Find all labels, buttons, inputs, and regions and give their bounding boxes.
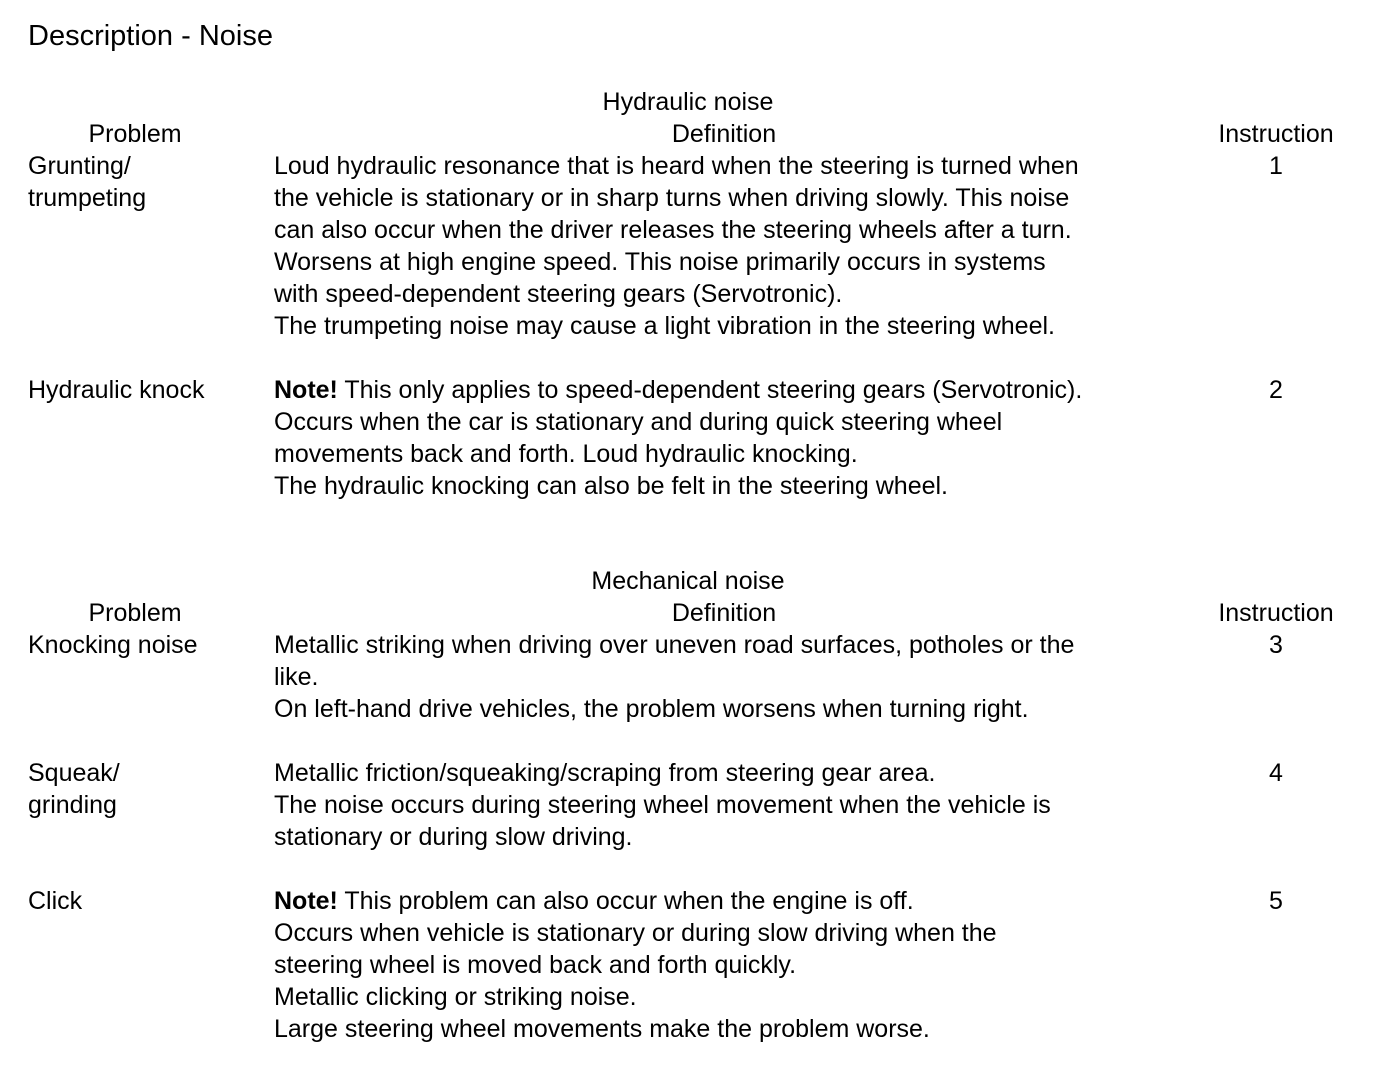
instruction-number: 2	[1269, 376, 1283, 404]
definition-line: stationary or during slow driving.	[274, 823, 633, 851]
note-label: Note!	[274, 376, 338, 404]
definition-line: Metallic clicking or striking noise.	[274, 983, 637, 1011]
definition-line: Loud hydraulic resonance that is heard when the steering is turned when	[274, 152, 1079, 180]
definition-line: The trumpeting noise may cause a light vibration in the steering wheel.	[274, 312, 1055, 340]
instruction-number: 1	[1269, 152, 1283, 180]
column-header-instruction: Instruction	[1218, 120, 1334, 148]
problem-text: Knocking noise	[28, 631, 198, 659]
definition-line: can also occur when the driver releases the steering wheels after a turn.	[274, 216, 1072, 244]
definition-cell	[274, 757, 1194, 853]
definition-line: with speed-dependent steering gears (Servotronic).	[274, 280, 843, 308]
problem-text: Squeak/	[28, 759, 120, 787]
problem-cell	[28, 629, 258, 661]
definition-line: On left-hand drive vehicles, the problem worsens when turning right.	[274, 695, 1029, 723]
definition-line	[274, 885, 1194, 917]
definition-line: The noise occurs during steering wheel movement when the vehicle is	[274, 791, 1051, 819]
definition-line: Worsens at high engine speed. This noise primarily occurs in systems	[274, 248, 1046, 276]
definition-line: like.	[274, 663, 319, 691]
definition-cell	[274, 374, 1194, 502]
definition-cell	[274, 885, 1194, 1045]
problem-cell	[28, 150, 258, 214]
definition-line: The hydraulic knocking can also be felt in the steering wheel.	[274, 472, 948, 500]
problem-text: Hydraulic knock	[28, 376, 205, 404]
problem-cell	[28, 757, 258, 821]
definition-line: the vehicle is stationary or in sharp turns when driving slowly. This noise	[274, 184, 1070, 212]
page-title: Description - Noise	[28, 20, 273, 52]
problem-cell	[28, 374, 258, 406]
definition-line: Metallic striking when driving over uneven road surfaces, potholes or the	[274, 631, 1075, 659]
problem-text: Grunting/	[28, 152, 131, 180]
problem-text: grinding	[28, 791, 117, 819]
definition-line	[274, 374, 1194, 406]
section-title: Hydraulic noise	[602, 88, 774, 116]
column-header-problem: Problem	[88, 599, 182, 627]
column-header-definition: Definition	[671, 599, 777, 627]
definition-text: This only applies to speed-dependent steering gears (Servotronic).	[337, 376, 1083, 404]
column-header-problem: Problem	[88, 120, 182, 148]
definition-cell	[274, 629, 1194, 725]
definition-line: Metallic friction/squeaking/scraping from steering gear area.	[274, 759, 936, 787]
problem-text: Click	[28, 887, 83, 915]
definition-line: Occurs when vehicle is stationary or during slow driving when the	[274, 919, 997, 947]
definition-line: steering wheel is moved back and forth quickly.	[274, 951, 797, 979]
instruction-number: 4	[1269, 759, 1283, 787]
definition-line: Occurs when the car is stationary and during quick steering wheel	[274, 408, 1003, 436]
section-title: Mechanical noise	[591, 567, 785, 595]
column-header-definition: Definition	[671, 120, 777, 148]
note-label: Note!	[274, 887, 338, 915]
problem-cell	[28, 885, 258, 917]
problem-text: trumpeting	[28, 184, 147, 212]
definition-line: Large steering wheel movements make the problem worse.	[274, 1015, 930, 1043]
column-header-instruction: Instruction	[1218, 599, 1334, 627]
instruction-number: 3	[1269, 631, 1283, 659]
instruction-number: 5	[1269, 887, 1283, 915]
definition-line: movements back and forth. Loud hydraulic knocking.	[274, 440, 858, 468]
definition-cell	[274, 150, 1194, 342]
definition-text: This problem can also occur when the engine is off.	[337, 887, 914, 915]
